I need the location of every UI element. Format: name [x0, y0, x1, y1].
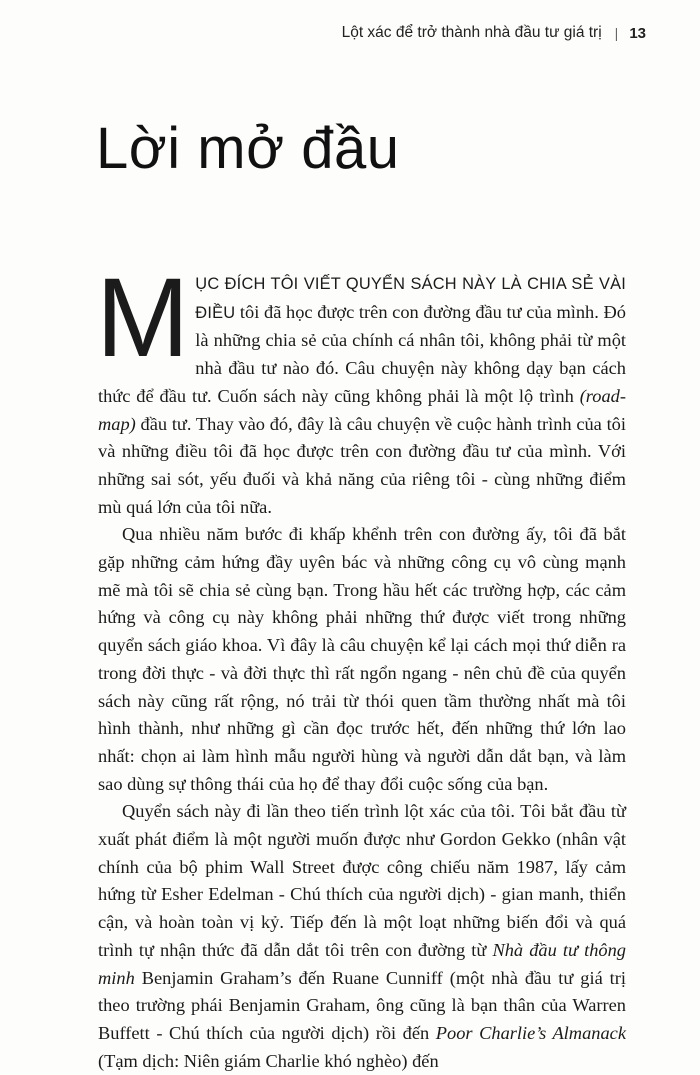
lead-in-caps: ỤC ĐÍCH TÔI VIẾT QUYỂN SÁCH NÀY LÀ CHIA SẺ VÀI ĐIỀU	[195, 275, 626, 322]
paragraph-1-text-a: tôi đã học được trên con đường đầu tư của mình. Đó là những chia sẻ của chính cá nhân tôi, không phải từ một nhà đầu tư nào đó. Câu chuyện này không dạy bạn cách thức để đầu tư. Cuốn sách này cũng không phải là một lộ trình	[98, 301, 626, 406]
paragraph-3-text-c: (Tạm dịch: Niên giám Charlie khó nghèo) đến	[98, 1050, 439, 1071]
paragraph-1-text-b: đầu tư. Thay vào đó, đây là câu chuyện về cuộc hành trình của tôi và những điều tôi đã học được trên con đường đầu tư của mình. Với những sai sót, yếu đuối và khả năng của riêng tôi - cùng những điểm mù quá lớn của tôi nữa.	[98, 413, 626, 517]
paragraph-3-text-b: Benjamin Graham’s đến Ruane Cunniff (một nhà đầu tư giá trị theo trường phái Benjamin Graham, ông cũng là bạn thân của Warren Buffett - Chú thích của người dịch) rồi đến	[98, 967, 626, 1043]
paragraph-2: Qua nhiều năm bước đi khấp khểnh trên con đường ấy, tôi đã bắt gặp những cảm hứng đầy uyên bác và những công cụ vô cùng mạnh mẽ mà tôi sẽ chia sẻ cùng bạn. Trong hầu hết các trường hợp, các cảm hứng và công cụ này không phải những thứ được viết trong những quyển sách giáo khoa. Vì đây là câu chuyện kể lại cách mọi thứ diễn ra trong đời thực - và đời thực thì rất ngổn ngang - nên chủ đề của quyển sách này cũng rất rộng, nó trải từ thói quen tầm thường nhất mà tôi hình thành, như những gì cần đọc trước hết, đến những thứ lớn lao nhất: chọn ai làm hình mẫu người hùng và người dẫn dắt bạn, và làm sao dùng sự thông thái của họ để thay đổi cuộc sống của bạn.	[98, 524, 626, 794]
header-separator: |	[614, 25, 619, 41]
body-text	[96, 255, 626, 1075]
book-title-intelligent-investor: Nhà đầu tư thông minh	[98, 939, 626, 988]
running-title: Lột xác để trở thành nhà đầu tư giá trị	[341, 24, 602, 41]
book-title-poor-charlies-almanack: Poor Charlie’s Almanack	[435, 1022, 626, 1043]
paragraph-3-text-a: Quyển sách này đi lần theo tiến trình lột xác của tôi. Tôi bắt đầu từ xuất phát điểm là một người muốn được như Gordon Gekko (nhân vật chính của bộ phim Wall Street được công chiếu năm 1987, lấy cảm hứng từ Esher Edelman - Chú thích của người dịch) - gian manh, thiển cận, và hoàn toàn vị kỷ. Tiếp đến là một loạt những biến đổi và quá trình tự nhận thức đã dẫn dắt tôi trên con đường từ	[98, 801, 626, 960]
paragraph-1-italic: (road-map)	[98, 385, 626, 434]
paragraph-1	[96, 255, 626, 521]
running-header	[342, 24, 646, 42]
page-number: 13	[629, 24, 646, 42]
drop-cap: M	[96, 255, 190, 380]
chapter-title: Lời mở đầu	[96, 116, 400, 181]
paragraph-3	[98, 798, 626, 1075]
